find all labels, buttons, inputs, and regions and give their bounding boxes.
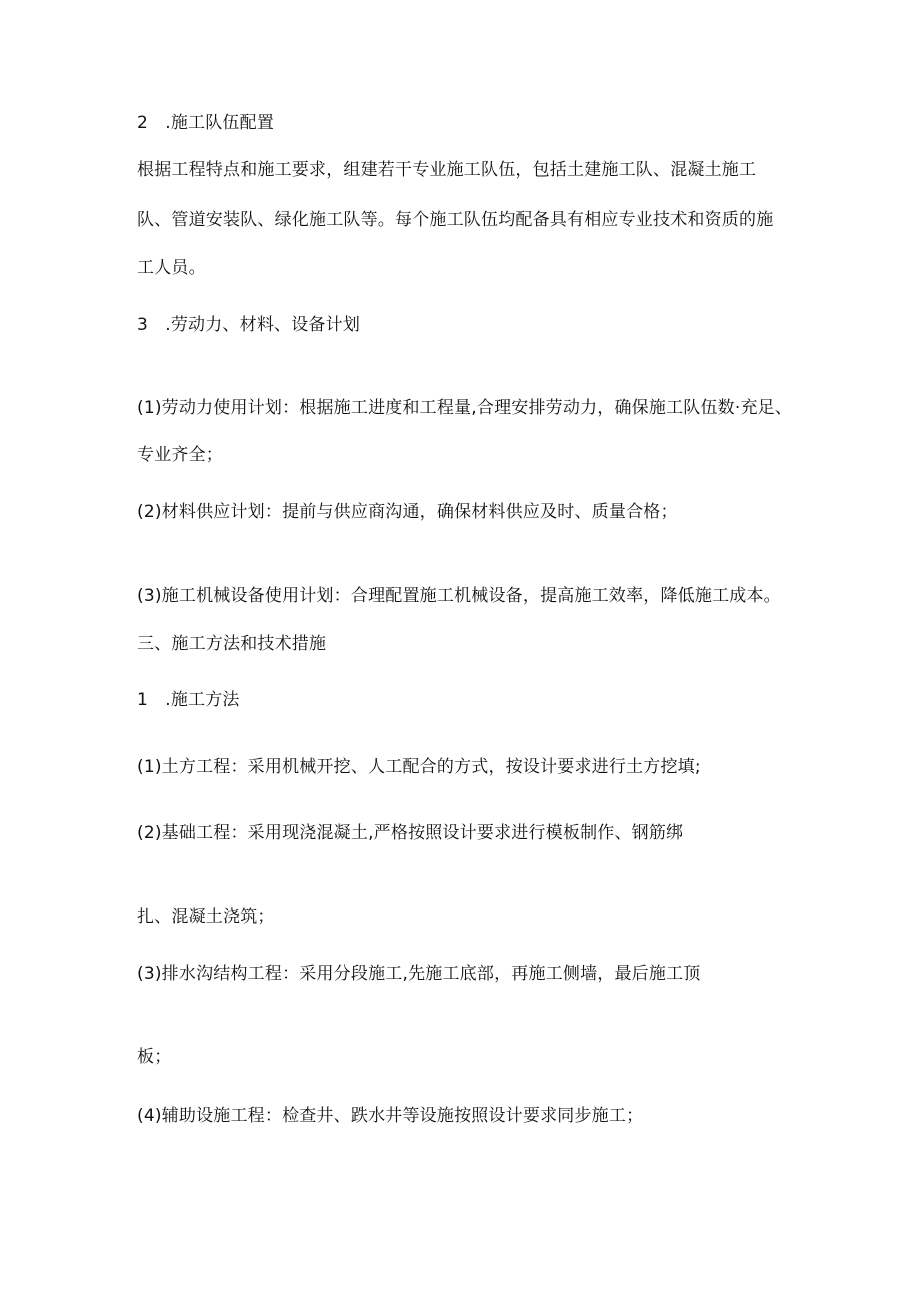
- list-item-labor-cont: 专业齐全；: [137, 445, 223, 465]
- list-item-materials: (2)材料供应计划：提前与供应商沟通，确保材料供应及时、质量合格；: [137, 502, 678, 522]
- section-heading-methods: 1 .施工方法: [137, 690, 240, 710]
- chapter-heading-methods: 三、施工方法和技术措施: [137, 634, 327, 654]
- paragraph-line: 队、管道安装队、绿化施工队等。每个施工队伍均配备具有相应专业技术和资质的施: [137, 210, 774, 230]
- paragraph-line: 工人员。: [137, 258, 206, 278]
- section-heading-labor-plan: 3 .劳动力、材料、设备计划: [137, 315, 361, 335]
- list-item-foundation: (2)基础工程：采用现浇混凝土,严格按照设计要求进行模板制作、钢筋绑: [137, 823, 684, 843]
- list-item-drainage-cont: 板；: [137, 1047, 172, 1067]
- list-item-earthwork: (1)土方工程：采用机械开挖、人工配合的方式，按设计要求进行土方挖填;: [137, 757, 701, 777]
- section-heading-team-config: 2 .施工队伍配置: [137, 113, 275, 133]
- list-item-auxiliary: (4)辅助设施工程：检查井、跌水井等设施按照设计要求同步施工；: [137, 1106, 644, 1126]
- list-item-foundation-cont: 扎、混凝土浇筑；: [137, 907, 275, 927]
- list-item-equipment: (3)施工机械设备使用计划：合理配置施工机械设备，提高施工效率，降低施工成本。: [137, 586, 781, 606]
- list-item-labor: (1)劳动力使用计划：根据施工进度和工程量,合理安排劳动力，确保施工队伍数·充足、: [137, 398, 793, 418]
- paragraph-line: 根据工程特点和施工要求，组建若干专业施工队伍，包括土建施工队、混凝土施工: [137, 160, 757, 180]
- list-item-drainage: (3)排水沟结构工程：采用分段施工,先施工底部，再施工侧墙，最后施工顶: [137, 964, 701, 984]
